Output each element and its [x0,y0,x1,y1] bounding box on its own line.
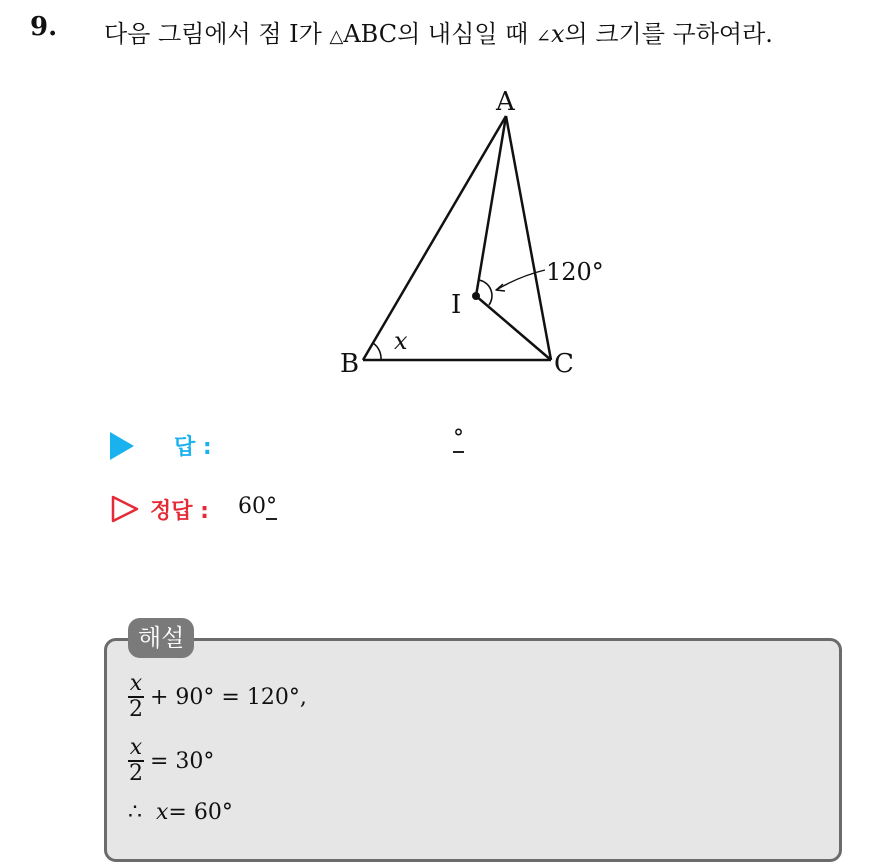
solution-line-3 [128,800,233,825]
triangle-figure [0,0,884,420]
question-text-middle: 의 내심일 때 [397,20,536,48]
angle-variable: x [551,20,565,48]
fraction-numerator: x [129,671,143,696]
solution-line-2-rest: = 30° [150,748,215,774]
incenter-label: I [451,290,462,320]
fraction-x-over-2 [128,672,144,722]
correct-answer-number: 60 [238,494,266,519]
solution-tag: 해설 [128,618,194,658]
correct-answer-unit: ° [266,494,277,519]
solution-line-1-rest: + 90° = 120°, [150,684,307,710]
question-number: 9. [30,12,58,42]
vertex-label-b: B [340,349,360,379]
vertex-label-a: A [496,87,515,117]
side-ca [506,116,551,360]
therefore-symbol: ∴ [128,800,142,825]
solution-line-3-rest: = 60° [168,800,233,825]
fraction-numerator: x [129,735,143,760]
correct-answer-label: 정답 : [150,499,209,524]
solution-line-2 [128,736,214,786]
fraction-x-over-2 [128,736,144,786]
fraction-denominator: 2 [129,761,143,786]
fraction-denominator: 2 [129,697,143,722]
answer-arrow-icon [110,432,134,460]
answer-label: 답 : [174,435,212,460]
answer-unit: ° [453,426,464,451]
solution-variable: x [156,800,169,825]
question-text-before: 다음 그림에서 점 I가 [104,20,330,48]
solution-line-1 [128,672,307,722]
correct-arrow-icon [110,494,140,524]
angle-symbol: ∠ [535,26,551,47]
triangle-name: ABC [343,20,398,48]
triangle-symbol: △ [329,26,344,47]
angle-label-120: 120° [546,258,604,286]
angle-label-x: x [394,327,408,355]
question-text-after: 의 크기를 구하여라. [564,20,773,48]
answer-blank[interactable] [453,426,464,453]
incenter-point [472,292,480,300]
correct-answer-value [238,494,277,520]
vertex-label-c: C [554,349,574,379]
angle-arc-b [373,343,381,360]
